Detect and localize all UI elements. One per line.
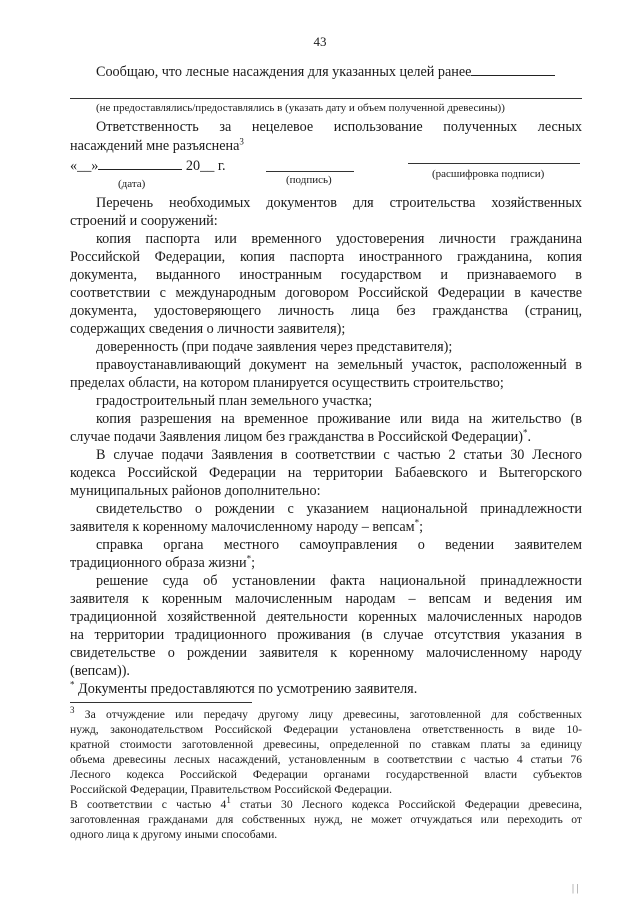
reference-line-2: [70, 555, 255, 572]
decoding-label: (расшифровка подписи): [432, 168, 545, 180]
notice-hint: (не предоставлялись/предоставлялись в (указать дату и объем полученной древесины)): [96, 102, 505, 114]
passport-line: копия паспорта или временного удостоверения личности гражданина: [96, 231, 582, 247]
court-line: (вепсам)).: [70, 663, 130, 679]
asterisk-mark: *: [414, 517, 420, 528]
court-line: на территории традиционного проживания (в случае отсутствия указания в: [70, 627, 582, 643]
court-line: свидетельстве о рождении заявителя к коренному малочисленному народу: [70, 645, 582, 661]
reference-text: традиционного образа жизни: [70, 555, 247, 571]
footnote-line: Российской Федерации, Правительством Российской Федерации.: [70, 783, 392, 796]
court-line: решение суда об установлении факта национальной принадлежности: [96, 573, 582, 589]
footnote-sup-1: 1: [226, 795, 231, 806]
month-blank: [98, 157, 182, 170]
page-number: 43: [313, 34, 327, 49]
note-line: [70, 681, 417, 698]
footnote-marker: 3: [70, 705, 75, 716]
proxy-line: доверенность (при подаче заявления через представителя);: [96, 339, 453, 355]
footnote-line: Лесного кодекса Российской Федерации органами государственной власти субъектов: [70, 768, 582, 781]
responsibility-line-1: Ответственность за нецелевое использование полученных лесных: [96, 119, 582, 135]
footnote-text: статьи 30 Лесного кодекса Российской Федерации древесина,: [230, 798, 582, 811]
date-prefix: «__»: [70, 158, 99, 174]
note-text: Документы предоставляются по усмотрению заявителя.: [78, 681, 418, 697]
year-field: 20__ г.: [185, 158, 226, 174]
notice-rule: [70, 98, 582, 99]
footnote-line: [70, 797, 582, 812]
footnote-line: [70, 707, 582, 722]
court-line: заявителя к коренным малочисленным народам – вепсам и ведения им: [70, 591, 582, 607]
passport-line: Российской Федерации, копия паспорта иностранного гражданина, копия: [70, 249, 582, 265]
permit-text: случае подачи Заявления лицом без гражданства в Российской Федерации): [70, 429, 524, 445]
veps-intro-line: В случае подачи Заявления в соответствии с частью 2 статьи 30 Лесного: [96, 447, 582, 463]
plan-line: градостроительный план земельного участка;: [96, 393, 373, 409]
reference-line: справка органа местного самоуправления о ведении заявителем: [96, 537, 582, 553]
footnote-separator: [70, 702, 252, 703]
passport-line: соответствии с международным договором Российской Федерации в качестве: [70, 285, 582, 301]
footnote-line: заготовленная гражданами для собственных нужд, не может отчуждаться или переходить от: [70, 813, 582, 826]
responsibility-line-2: [70, 138, 244, 155]
permit-period: .: [527, 429, 532, 445]
footnote-line: объема древесины лесных насаждений, установленным в соответствии с частью 4 статьи 76: [70, 753, 582, 766]
permit-line: копия разрешения на временное проживание или вида на жительство (в: [96, 411, 582, 427]
court-line: традиционной хозяйственной деятельности коренных малочисленных народов: [70, 609, 582, 625]
notice-blank: [471, 63, 555, 76]
birth-end: ;: [419, 519, 424, 535]
responsibility-text: насаждений мне разъяснена: [70, 138, 240, 154]
footnote-text: В соответствии с частью 4: [70, 798, 227, 811]
date-line: [70, 157, 226, 175]
asterisk-mark: *: [523, 427, 528, 438]
veps-intro-line: муниципальных районов дополнительно:: [70, 483, 321, 499]
birth-line-2: [70, 519, 423, 536]
footnote-line: одного лица к другому иными способами.: [70, 828, 278, 841]
decoding-rule: [408, 163, 580, 164]
docs-intro-2: строений и сооружений:: [70, 213, 218, 229]
corner-mark: | |: [572, 883, 579, 894]
reference-end: ;: [251, 555, 256, 571]
date-label: (дата): [118, 178, 146, 190]
title-doc-line: правоустанавливающий документ на земельный участок, расположенный в: [96, 357, 582, 373]
notice-text: Сообщаю, что лесные насаждения для указанных целей ранее: [96, 64, 472, 80]
docs-intro-1: Перечень необходимых документов для строительства хозяйственных: [96, 195, 582, 211]
asterisk-mark: *: [246, 553, 252, 564]
permit-line-2: [70, 429, 531, 446]
footnote-ref-3: 3: [239, 136, 244, 147]
birth-text: заявителя к коренному малочисленному народу – вепсам: [70, 519, 415, 535]
passport-line: документа, выданного иностранным государством и признаваемого в: [70, 267, 582, 283]
notice-line: [96, 63, 555, 81]
note-asterisk: *: [70, 679, 75, 690]
passport-line: документа, удостоверяющего личность лица без гражданства (страниц,: [70, 303, 582, 319]
signature-label: (подпись): [286, 174, 332, 186]
footnote-line: нужд, законодательством Российской Федерации установлена ответственность в виде 10-: [70, 723, 582, 736]
footnote-text: За отчуждение или передачу другому лицу древесины, заготовленной для собственных: [84, 708, 582, 721]
footnote-line: кратной стоимости заготовленной древесины, определенной по ставкам платы за единицу: [70, 738, 582, 751]
passport-line: содержащих сведения о личности заявителя);: [70, 321, 346, 337]
birth-line: свидетельство о рождении с указанием национальной принадлежности: [96, 501, 582, 517]
title-doc-line: пределах области, на котором планируется осуществить строительство;: [70, 375, 504, 391]
veps-intro-line: кодекса Российской Федерации на территории Бабаевского и Вытегорского: [70, 465, 582, 481]
